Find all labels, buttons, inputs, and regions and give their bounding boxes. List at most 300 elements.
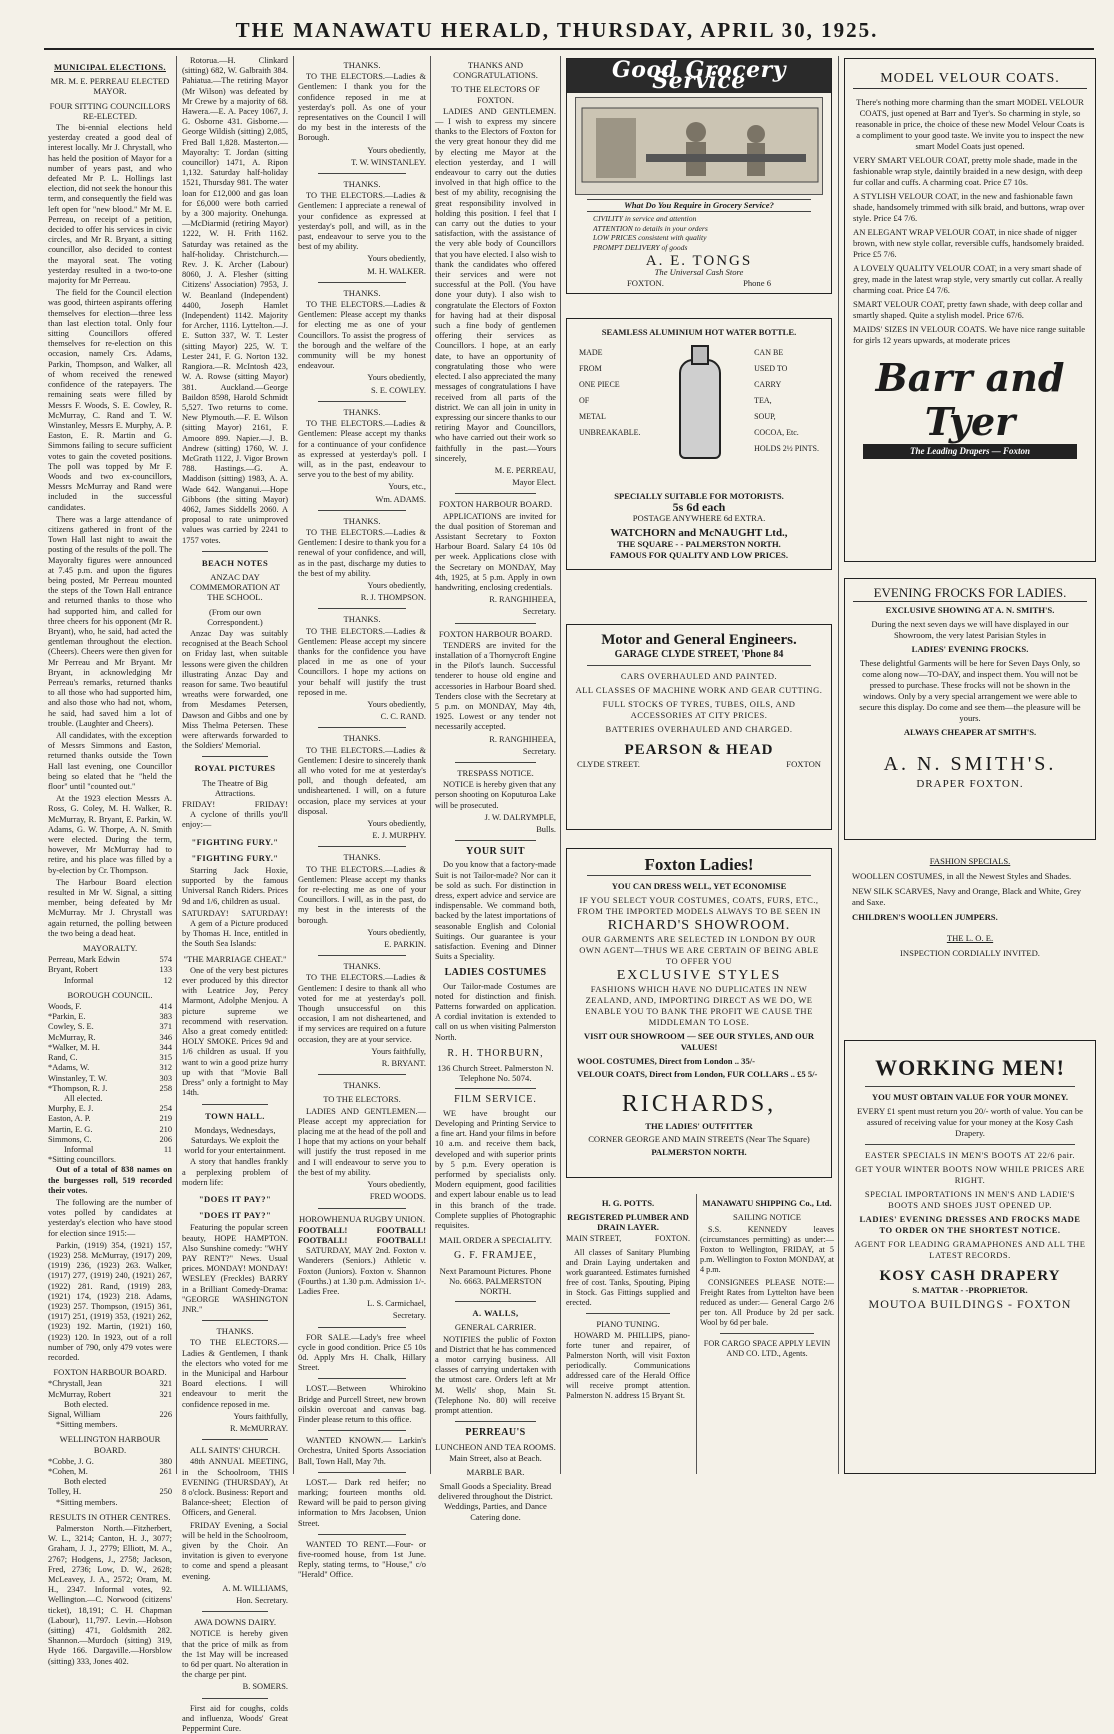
signature: Yours obediently, xyxy=(367,145,426,155)
signature: Yours, etc., xyxy=(388,482,426,492)
signature: Yours faithfully, xyxy=(233,1411,288,1421)
fashion-line: NEW SILK SCARVES, Navy and Orange, Black and White, Grey and Saxe. xyxy=(852,886,1082,907)
paragraph: TO THE ELECTORS.—Ladies & Gentlemen: Please accept my thanks for a continuance of your confidence as expressed at yesterday's poll. I will, as in the past, endeavour to serve you to the best of my ability. xyxy=(298,419,426,480)
paragraph: The Harbour Board election resulted in Mr W. Signal, a sitting member, being defeated by Mr McMurray. Mr J. Chrystall was again returned, the polling between the two being a dead heat. xyxy=(48,877,172,938)
notice-heading: THANKS AND CONGRATULATIONS. xyxy=(453,60,538,81)
paragraph: Small Goods a Speciality. Bread delivered throughout the District. Weddings, Parties, and Dance Catering done. xyxy=(438,1480,553,1522)
paragraph: CONSIGNEES PLEASE NOTE:— Freight Rates from Lyttelton have been reduced as under:— General Cargo 2/6 per ton. All Produce by 2d per sack. Wool by 6d per bale. xyxy=(700,1278,834,1327)
sub-heading: LUNCHEON AND TEA ROOMS. Main Street, also at Beach. xyxy=(435,1442,556,1463)
note: *Sitting members. xyxy=(56,1420,118,1430)
paragraph: Starring Jack Hoxie, supported by the famous Universal Ranch Riders. Prices 9d and 1/6, children as usual. xyxy=(182,866,288,906)
bottle-special: SPECIALLY SUITABLE FOR MOTORISTS. xyxy=(614,491,784,501)
advertiser-name: THE L. O. E. xyxy=(946,933,994,943)
evening-frocks-ad xyxy=(844,578,1096,840)
paragraph: WE have brought our Developing and Printing Service to a fine art. Hand your films in before 10 a.m. and receive them back, developed and with superior prints by 5 p.m. Every operation is performed by specialists only. Modern equipment, good facilities and expert labour enable us to lead in this branch of the trade. Complete supplies of Photographic requisites. xyxy=(435,1108,556,1230)
divider xyxy=(318,1327,406,1328)
masthead-rule xyxy=(44,48,1094,50)
notice-heading: FOXTON HARBOUR BOARD. xyxy=(438,499,553,510)
sub-heading: FOUR SITTING COUNCILLORS RE-ELECTED. xyxy=(49,100,171,121)
paragraph: TO THE ELECTORS.—Ladies & Gentlemen: I thank you for the confidence reposed in me at yesterday's poll. As one of your representatives on the Council I will do my best in the interests of the Borough. xyxy=(298,72,426,143)
signature: R. BRYANT. xyxy=(381,1059,426,1069)
paragraph: A cyclone of thrills you'll enjoy:— xyxy=(182,810,288,830)
divider xyxy=(318,608,406,609)
divider xyxy=(586,1313,670,1314)
ad-heading: YOUR SUIT xyxy=(466,846,525,858)
notice-heading: THANKS. xyxy=(343,852,381,863)
ad-subheading: YOU MUST OBTAIN VALUE FOR YOUR MONEY. xyxy=(871,1092,1069,1102)
paragraph: Parkin, (1919) 354, (1921) 157, (1923) 258. McMurray, (1917) 209, (1919) 236, (1923) 263. Walker, (1917) 277, (1919) 240, (1921) 267, (1922) 281. Rand, (1919) 283, (1921) 174, (1923) 218. Adams, (1923) 257. Thompson, (1915) 361, (1917) 251, (1919) 353, (1921) 262, (1923) 192. Martin, (1921) 160, (1923) 120. In 1923, out of a roll number of 790, only 479 votes were recorded. xyxy=(48,1240,172,1362)
divider xyxy=(318,1074,406,1075)
paragraph: TO THE ELECTORS.—Ladies & Gentlemen: I desire to sincerely thank all who voted for me at yesterday's poll, and though defeated, am undisheartened. I will, on a future occasion, place my services at your disposal. xyxy=(298,745,426,816)
signature: Yours obediently, xyxy=(367,254,426,264)
ad-line: FULL STOCKS OF TYRES, TUBES, OILS, AND ACCESSORIES AT CITY PRICES. xyxy=(602,699,796,720)
film-title: "THE MARRIAGE CHEAT." xyxy=(183,953,287,964)
motor-engineers-ad xyxy=(566,624,832,830)
ad-heading: FILM SERVICE. xyxy=(454,1094,537,1106)
result-row: *Adams, W. 312 xyxy=(48,1063,172,1073)
divider xyxy=(455,1301,536,1302)
paragraph: APPLICATIONS are invited for the dual position of Storeman and Assistant Secretary to Foxton Harbour Board. Salary £4 10s 0d per week. Applications close with the Secretary on MONDAY, May 4th, 1925, at 5 p.m. Apply in own handwriting, enclosing credentials. xyxy=(435,511,556,592)
divider xyxy=(455,623,536,624)
paragraph: There was a large attendance of citizens gathered in front of the Town Hall last night to await the posting of the results of the poll. The Mayoralty figures were announced at 7.45 p.m. and upon the figures being posted, Mr Perreau mounted the steps of the Town Hall entrance and returned thanks to those who had supported him, and called for three cheers for his opponent (Mr R. Bryant), who, he said, had acted the gentleman throughout the election. (Cheers). Cheers were then given for Mr Perreau and Mr Bryant. Mr Bryant, in acknowledging Mr Perreau's remarks, returned thanks to all those who had supported him, and also those who had not, whom, he said, had saved him a lot of trouble. (Laughter and Cheers). xyxy=(48,514,172,728)
ad-line: GET YOUR WINTER BOOTS NOW WHILE PRICES ARE RIGHT. xyxy=(855,1164,1085,1185)
divider xyxy=(202,1611,268,1612)
advertiser-name: R. H. THORBURN, xyxy=(447,1047,544,1059)
signature: Yours obediently, xyxy=(367,819,426,828)
advertiser-name: PEARSON & HEAD xyxy=(624,742,774,758)
paragraph: TO THE ELECTORS.—Ladies & Gentlemen, I thank the electors who voted for me in the Municipal and Harbour Board elections. I will endeavour to merit the confidence reposed in me. xyxy=(182,1338,288,1409)
results-heading: MAYORALTY. xyxy=(82,943,138,954)
sub-heading: SAILING NOTICE xyxy=(732,1212,802,1222)
paragraph: Palmerston North.—Fitzherbert, W. L., 3214; Canton, H. J., 3077; Graham, J. J., 2779; Elliott, M. A., 2767; Hodgens, J., 2758; Jackson, Fred, 2736; Low, D. W., 2628; McLeavey, J. A., 2572; Oram, M. H., 2347. Informal votes, 92. Wellington.—C. Norwood (citizens' ticket), 18,191; C. H. Chapman (Labour), 11,797. Levin.—Hobson (sitting) 471, Goldsmith 282. Shannon.—Murdoch (sitting) 319, Hyde 166. Dargaville.—Horsblow (sitting) 333, Jones 402. xyxy=(48,1524,172,1666)
ad-heading: Foxton Ladies! xyxy=(644,855,754,874)
advertiser-name: A. E. TONGS xyxy=(645,253,753,270)
paragraph: FRIDAY Evening, a Social will be held in the Schoolroom, given by the Choir. An invitation is given to everyone to come and spend a pleasant evening. xyxy=(182,1520,288,1581)
paragraph: These delightful Garments will be here for Seven Days Only, so come along now—TO-DAY, and inspect them. You will not be pressed to purchase. These frocks will not be shown in the windows. Only by a very special arrangement we were able to secure this display. Do come and see them—the pleasure will be yours. xyxy=(859,658,1081,723)
day-row: SATURDAY! SATURDAY! xyxy=(182,908,288,918)
football-row: FOOTBALL! FOOTBALL! xyxy=(298,1225,426,1235)
result-row: Signal, William 226 xyxy=(48,1410,172,1419)
advertiser-sub: DRAPER FOXTON. xyxy=(916,778,1024,790)
paragraph: During the next seven days we will have displayed in our Showroom, the very latest Parisian Styles in xyxy=(871,619,1069,640)
signature: T. W. WINSTANLEY. xyxy=(351,157,426,167)
signature: R. J. THOMPSON. xyxy=(360,593,426,603)
notice-heading: THANKS. xyxy=(343,515,381,526)
day-row: FRIDAY! FRIDAY! xyxy=(182,800,288,810)
ad-line: IF YOU SELECT YOUR COSTUMES, COATS, FURS, ETC., FROM THE IMPORTED MODELS ALWAYS TO BE SEEN IN xyxy=(577,895,821,916)
results-heading: BOROUGH COUNCIL. xyxy=(67,989,153,1000)
coat-item: AN ELEGANT WRAP VELOUR COAT, in nice shade of nigger brown, with new style collar, reversible cuffs, handsomely braided. Price £5 7/6. xyxy=(853,227,1084,259)
divider xyxy=(318,173,406,174)
signature: E. PARKIN. xyxy=(384,940,426,950)
ad-line: AGENT FOR LEADING GRAMAPHONES AND ALL THE LATEST RECORDS. xyxy=(854,1239,1086,1260)
paragraph: Rotorua.—H. Clinkard (sitting) 682, W. Galbraith 384. Pahiatua.—The retiring Mayor (Mr Wilson) was defeated by Mr Crewe by a majority of 68. Hawera.—E. A. Pacey 1067, J. G. Osborne 431. Gisborne.—George Wildish (sitting) 2,085, Fred Ball 1,828. Masterton.—Mayoralty: T. Jordan (sitting councillor) 1471, A. Ripon 1,132. Saturday half-holiday 1521, Thursday 981. The water loan for £12,000 and gas loan for £6,000 were both carried by a 300 majority. Onehunga.—McDiarmid (retiring Mayor) 1222, W. H. Frith 1162. Saturday was retained as the half-holiday. Christchurch.—Rev. J. K. Archer (Labour) 8060, J. A. Flesher (sitting Citizens' Association) 7953, J. W. Beanland (Independent) 4400, Joseph Hamlet (Independent) 1142. Majority for Archer, 1116. Lyttelton.—J. E. Sutton 337, W. T. Lester (sitting Mayor) 225, W. T. Lester 241, F. G. Norton 132. Rangiora.—R. McIntosh 423, W. A. Rowse (sitting Mayor) 381. Auckland.—George Baildon 8598, Harold Schmidt 5,527. Two returns to come. New Plymouth.—F. E. Wilson (sitting Mayor) 2161, F. Amoore 899. Napier.—J. B. Andrew (sitting) 1760, W. J. McGrath 1122, J. Vigor Brown 788. Hastings.—G. A. Maddison (sitting) 1983, A. A. Wade 642. Wanganui.—Hope Gibbons (the sitting Mayor) 4062, James Siddells 2060. A proposal to rate unimproved values was carried by 2241 to 1757 votes. xyxy=(182,56,288,545)
divider xyxy=(455,493,536,494)
signature: FRED WOODS. xyxy=(369,1192,426,1202)
advertiser-address: MAIN STREET, FOXTON. xyxy=(566,1234,690,1243)
signature: Yours obediently, xyxy=(367,1180,426,1190)
note: Both elected xyxy=(64,1477,107,1487)
notice-heading: ALL SAINTS' CHURCH. xyxy=(189,1445,281,1456)
column-rule xyxy=(176,56,177,1474)
advertiser-sub: REGISTERED PLUMBER AND DRAIN LAYER. xyxy=(567,1212,689,1232)
paragraph: The field for the Council election was good, thirteen aspirants offering themselves for election—three less than last election total. Only four sitting Councillors offered themselves for re-election on this occasion, namely Crs. Adams, Parkin, Thompson, and Walker, all of whom received the renewed confidence of the ratepayers. The remaining seats were filled by Messrs F. Woods, S. E. Cowley, R. McMurray, C. Rand and T. W. Winstanley, Messrs E. Murphy, A. P. Easton, E. R. Martin and G. Simmons failing to secure sufficient votes to gain the coveted positions. The poll was topped by Mr F. Woods and two ex-councillors, Messrs McMurray and Rand were included in the successful candidates. xyxy=(48,288,172,512)
film-title: "DOES IT PAY?" xyxy=(198,1193,272,1204)
divider xyxy=(865,1144,1075,1145)
paragraph: Anzac Day was suitably recognised at the Beach School on Friday last, when suitable lessons were given the children illustrating Anzac Day and reason for same. Two beautiful wreaths were forwarded, one from Mesdames Petersen, Dawson and Gibbs and one by Miss Thelma Petersen. These were afterwards forwarded to the Soldiers' Memorial. xyxy=(182,628,288,751)
divider xyxy=(720,1333,814,1334)
signature: Bulls. xyxy=(536,825,556,835)
signature: L. S. Carmichael, xyxy=(367,1299,426,1309)
signature: R. McMURRAY. xyxy=(230,1423,288,1433)
hot-water-bottle-ad xyxy=(566,318,832,570)
note: Both elected. xyxy=(64,1399,109,1409)
column-rule xyxy=(838,56,839,1474)
advertiser-name: A. N. SMITH'S. xyxy=(883,753,1057,775)
sub-heading: MR. M. E. PERREAU ELECTED MAYOR. xyxy=(50,76,170,97)
notice-heading: PIANO TUNING. xyxy=(596,1319,660,1329)
divider xyxy=(455,1088,536,1089)
advertiser-address: 136 Church Street. Palmerston N. Telephone No. 5074. xyxy=(437,1063,554,1084)
paragraph: TO THE ELECTORS.—Ladies & Gentlemen: Please accept my thanks for electing me as one of your Councillors. To assist the progress of the borough and the welfare of the community will be my honest endeavour. xyxy=(298,300,426,371)
divider xyxy=(318,846,406,847)
advertiser-name: RICHARDS, xyxy=(621,1091,777,1117)
ad-line: EASTER SPECIALS IN MEN'S BOOTS AT 22/6 pair. xyxy=(865,1150,1075,1160)
signature: B. SOMERS. xyxy=(242,1682,288,1692)
paragraph: TO THE ELECTORS.—Ladies & Gentlemen: I appreciate a renewal of your confidence as expressed at yesterday's poll, and will, as in the past, endeavour to serve you to the best of my ability. xyxy=(298,191,426,252)
potts-column xyxy=(566,1194,690,1474)
advertiser-town: PALMERSTON NORTH. xyxy=(651,1147,747,1157)
ad-subheading: EXCLUSIVE SHOWING AT A. N. SMITH'S. xyxy=(885,605,1055,615)
signature: S. E. COWLEY. xyxy=(371,385,426,395)
column-2 xyxy=(182,56,288,1734)
bottle-price: 5s 6d each xyxy=(672,500,726,514)
shipping-column xyxy=(700,1194,834,1474)
paragraph: TENDERS are invited for the installation of a Thornycroft Engine in the Pilot's launch. Successful tenderer to house old engine and accessories in Harbour Board shed. Tenders close with the Secretary at 5 p.m. on MONDAY, May 4th, 1925. Lowest or any tender not necessarily accepted. xyxy=(435,640,556,732)
result-row: Woods, F. 414 xyxy=(48,1002,172,1012)
ad-tagline: ALWAYS CHEAPER AT SMITH'S. xyxy=(903,727,1037,737)
grocery-question: What Do You Require in Grocery Service? xyxy=(587,199,811,212)
bottle-postage: POSTAGE ANYWHERE 6d EXTRA. xyxy=(632,513,766,523)
ad-subheading: YOU CAN DRESS WELL, YET ECONOMISE xyxy=(611,881,787,891)
article-heading: ROYAL PICTURES xyxy=(194,763,276,774)
divider xyxy=(455,840,536,841)
notice-heading: TO THE ELECTORS OF FOXTON. xyxy=(451,84,540,105)
result-row: Rand, C. 315 xyxy=(48,1053,172,1063)
result-row: Tolley, H. 250 xyxy=(48,1487,172,1497)
sub-heading: The Theatre of Big Attractions. xyxy=(202,777,268,798)
paragraph: LADIES AND GENTLEMEN.— I wish to express my sincere thanks to the Electors of Foxton for the very great honour they did me by electing me Mayor at the election yesterday, and I will endeavour to carry out the duties involved in that high office to the best of my ability, recognising the great responsibility involved in holding this position. I feel that I can carry out the duties to your satisfaction, with the assistance of the very able body of Councillors that you have elected. I also wish to thank the candidates who offered their services and were not successful at the Poll. (You have done your duty). I also wish to congratulate the Electors of Foxton for having had at their disposal such a fine body of gentlemen offering their services as Councillors. I hope, at an early date, to have an opportunity of congratulating those who were elected. I also appreciated the many messages of congratulations I have received from all parts of the district. We can all join in unity in expressing our sincere thanks to our retiring Mayor and Councillors, who have carried out their work so faithfully in the past.—Yours sincerely, xyxy=(435,106,556,463)
paragraph: TO THE ELECTORS.—Ladies & Gentlemen: I desire to thank you for a renewal of your confidence, and will, as in the past, discharge my duties to the best of my ability. xyxy=(298,527,426,578)
film-title: "FIGHTING FURY." xyxy=(191,852,279,863)
ad-intro: There's nothing more charming than the smart MODEL VELOUR COATS, just opened at Barr and Tyer's. So charming in style, so reasonable in price, the choice of these new Model Velour Coats is a compliment to your good taste. We invite you to inspect the new smart Model Coats just opened. xyxy=(855,97,1085,151)
signature: Wm. ADAMS. xyxy=(375,494,426,504)
barr-tyer-tagline: The Leading Drapers — Foxton xyxy=(863,444,1077,459)
result-row: Winstanley, T. W. 303 xyxy=(48,1073,172,1083)
paragraph: Featuring the popular screen beauty, HOPE HAMPTON. Also Sunshine comedy: "WHY PAY RENT?" News. Usual prices. MONDAY! MONDAY! WESLEY (Freckles) BARRY in a Brilliant Comedy-Drama: "GEORGE WASHINGTON JNR." xyxy=(182,1223,288,1314)
grocery-illustration xyxy=(575,97,823,195)
divider xyxy=(865,1086,1075,1087)
ad-line: LADIES' EVENING DRESSES AND FROCKS MADE TO ORDER ON THE SHORTEST NOTICE. xyxy=(859,1214,1081,1235)
paragraph: All candidates, with the exception of Messrs Simmons and Easton, returned thanks outside the Town Hall last evening, one Councillor being so elated that he "held the floor" until "counted out." xyxy=(48,731,172,792)
paragraph: FOR CARGO SPACE APPLY LEVIN AND CO. LTD., Agents. xyxy=(703,1339,831,1358)
ad-heading: PERREAU'S xyxy=(465,1427,526,1439)
divider xyxy=(318,282,406,283)
divider xyxy=(318,1378,406,1379)
paragraph: Do you know that a factory-made Suit is not Tailor-made? Nor can it be sold as such. For distinction in dress, expert advice and service are indispensable. We command both, backed by the latest importations of seasonable English and Colonial Suitings. Our guarantee is your satisfaction. Evening and Dinner Suits a Speciality. xyxy=(435,860,556,962)
result-row: McMurray, R. 346 xyxy=(48,1032,172,1042)
column-3 xyxy=(298,56,426,1580)
divider xyxy=(202,756,268,757)
advertiser-address: THE SQUARE - - PALMERSTON NORTH. xyxy=(617,539,781,549)
divider xyxy=(202,1439,268,1440)
divider xyxy=(318,1472,406,1473)
football-row: FOOTBALL! FOOTBALL! xyxy=(298,1235,426,1245)
advertiser-name: WATCHORN and McNAUGHT Ltd., xyxy=(610,527,788,539)
paragraph: TO THE ELECTORS.—Ladies & Gentlemen: Please accept my thanks for re-electing me as one of your Councillors. I will, as in the past, do my best in the interests of the borough. xyxy=(298,864,426,925)
results-heading: FOXTON HARBOUR BOARD. xyxy=(53,1367,167,1378)
divider xyxy=(587,665,811,666)
article-heading: TOWN HALL. xyxy=(205,1110,265,1121)
paragraph: SATURDAY, MAY 2nd. Foxton v. Wanderers (Seniors.) Athletic v. Foxton (Juniors). Foxton v. Shannon (Fourths.) at 1.30 p.m. Admission 1/-. Ladies Free. xyxy=(298,1246,426,1296)
velour-coats-ad xyxy=(844,58,1096,562)
notice-heading: THANKS. xyxy=(216,1326,254,1337)
paragraph: HOWARD M. PHILLIPS, piano-forte tuner and repairer, of Palmerston North, will visit Foxton periodically. Communications addressed care of the Herald Office will receive prompt attention. Palmerston N. address 15 Bryant St. xyxy=(566,1331,690,1400)
note: *Sitting councillors. xyxy=(48,1155,116,1165)
exclusive-styles: EXCLUSIVE STYLES xyxy=(616,968,782,983)
signature: Yours obediently, xyxy=(367,699,426,709)
notice-heading: THANKS. xyxy=(343,406,381,417)
ad-line: BATTERIES OVERHAULED AND CHARGED. xyxy=(605,724,793,734)
divider xyxy=(318,1534,406,1535)
advertiser-sub: S. MATTAR - -PROPRIETOR. xyxy=(912,1285,1028,1295)
classified: FOR SALE.—Lady's free wheel cycle in good condition. Price £5 10s 0d. Apply Mrs H. Chalk, Hillary Street. xyxy=(298,1332,426,1373)
sub-heading: (From our own Correspondent.) xyxy=(207,606,263,627)
note: All elected. xyxy=(64,1093,103,1103)
notice-heading: THANKS. xyxy=(343,733,381,744)
ad-heading: MODEL VELOUR COATS. xyxy=(853,73,1087,89)
foxton-ladies-ad xyxy=(566,848,832,1178)
column-1 xyxy=(48,56,172,1666)
column-4 xyxy=(435,56,556,1522)
paragraph: EVERY £1 spent must return you 20/- worth of value. You can be assured of receiving value for your money at the Kosy Cash Drapery. xyxy=(857,1106,1083,1138)
paragraph: NOTIFIES the public of Foxton and District that he has commenced a motor carrying business. All classes of carrying undertaken with the utmost care. Orders left at Mr M. Wells' shop, Main St. (Telephone No. 80) will receive prompt attention. xyxy=(435,1334,556,1415)
result-row: Cowley, S. E. 371 xyxy=(48,1022,172,1032)
result-row: *Walker, M. H. 344 xyxy=(48,1042,172,1052)
paragraph: 48th ANNUAL MEETING, in the Schoolroom, THIS EVENING (THURSDAY), At 8 o'clock. Business: Report and Balance-sheet; Election of Officers, and General. xyxy=(182,1457,288,1518)
advertiser-name: MANAWATU SHIPPING Co., Ltd. xyxy=(702,1198,832,1208)
paragraph: NOTICE is hereby given that any person shooting on Koputuroa Lake will be prosecuted. xyxy=(435,780,556,810)
film-title: "FIGHTING FURY." xyxy=(191,836,279,847)
advertiser-sub: THE LADIES' OUTFITTER xyxy=(645,1121,753,1131)
sub-heading: MAIL ORDER A SPECIALITY. xyxy=(439,1235,552,1246)
divider xyxy=(318,1208,406,1209)
result-row: Informal 12 xyxy=(64,975,172,985)
result-row: *Cohen, M. 261 xyxy=(48,1467,172,1477)
signature: C. C. RAND. xyxy=(380,712,426,722)
ad-subheading: LADIES' EVENING FROCKS. xyxy=(911,644,1029,654)
ad-heading: Motor and General Engineers. xyxy=(601,632,797,648)
ad-heading: EVENING FROCKS FOR LADIES. xyxy=(853,587,1087,602)
ad-line: OUR GARMENTS ARE SELECTED IN LONDON BY OUR OWN AGENT—THUS WE ARE CERTAIN OF BEING ABLE TO OFFER YOU xyxy=(579,934,819,966)
divider xyxy=(318,401,406,402)
advertiser-tagline: FAMOUS FOR QUALITY AND LOW PRICES. xyxy=(610,550,788,560)
fashion-line: CHILDREN'S WOOLLEN JUMPERS. xyxy=(852,912,998,922)
ad-line: VISIT OUR SHOWROOM — SEE OUR STYLES, AND OUR VALUES! xyxy=(583,1031,815,1052)
signature: E. J. MURPHY. xyxy=(372,831,426,841)
notice-heading: HOROWHENUA RUGBY UNION. xyxy=(299,1213,425,1224)
divider xyxy=(202,551,268,552)
notice-heading: TRESPASS NOTICE. xyxy=(457,768,534,778)
column-rule xyxy=(560,56,561,1474)
notice-heading: THANKS. xyxy=(343,60,381,70)
divider xyxy=(202,1320,268,1321)
result-row: *Cobbe, J. G. 380 xyxy=(48,1456,172,1466)
sub-heading: MARBLE BAR. xyxy=(466,1466,525,1477)
paragraph: The following are the number of votes polled by candidates at yesterday's election who have stood for election since 1915:— xyxy=(48,1197,172,1238)
article-heading: BEACH NOTES xyxy=(201,557,269,568)
showroom-name: RICHARD'S SHOWROOM. xyxy=(607,918,791,933)
notice-heading: THANKS. xyxy=(343,961,381,972)
result-row: Informal 11 xyxy=(64,1144,172,1154)
price-line: WOOL COSTUMES, Direct from London .. 35/- xyxy=(577,1056,756,1066)
paragraph: TO THE ELECTORS.—Ladies & Gentlemen: I desire to thank all who voted for me at yesterday's poll. Though unsuccessful on this occasion, I am not disheartened, and if my services are required on a future occasion, they are at your service. xyxy=(298,973,426,1044)
signature: M. E. PERREAU, xyxy=(494,465,556,475)
notice-heading: THANKS. xyxy=(343,179,381,190)
divider xyxy=(318,1430,406,1431)
advertiser-address: CLYDE STREET. FOXTON xyxy=(577,759,821,769)
masthead: THE MANAWATU HERALD, THURSDAY, APRIL 30, 1925. xyxy=(235,18,879,42)
ad-heading: SEAMLESS ALUMINIUM HOT WATER BOTTLE. xyxy=(601,327,797,337)
fashion-specials-section xyxy=(844,852,1096,1012)
paragraph: The bi-ennial elections held yesterday created a good deal of interest locally. Mr J. Chrystall, who has held the position of Mayor for a number of years past, and who defeated Mr P. L. Hollings last election, did not seek the honour this term, and consequently the field was left open for "new blood." Mr M. E. Perreau, on receipt of a petition, decided to offer his services in civic circles, and Mr R. Bryant, a sitting councillor, also decided to contest the mayoral seat. The voting yesterday resulted in a two-to-one majority for Mr Perreau. xyxy=(48,123,172,286)
coat-item: A STYLISH VELOUR COAT, in the new and fashionable fawn shade, handsomely trimmed with silk braid, and buttons, wrap over style. Price £4 7/6. xyxy=(853,191,1085,223)
advertiser-sub: The Universal Cash Store xyxy=(654,267,744,278)
results-heading: RESULTS IN OTHER CENTRES. xyxy=(49,1511,171,1522)
signature: M. H. WALKER. xyxy=(367,266,426,276)
advertiser-name: H. G. POTTS. xyxy=(601,1198,655,1208)
result-row: *Parkin, E. 383 xyxy=(48,1012,172,1022)
paragraph: One of the very best pictures ever produced by this director with Leatrice Joy, Percy Marmont, Adolphe Menjou. A picture supreme we recommend with reservation. Also a great comedy entitled: HOLY SMOKE. Prices 9d and 1/6 children as usual. If you want to win a good prize hurry up with that "Movie Ball Dress" only a fortnight to May 14th. xyxy=(182,965,288,1098)
column-rule xyxy=(430,56,431,1474)
column-rule xyxy=(293,56,294,1474)
signature: R. RANGHIHEEA, xyxy=(489,734,556,744)
paragraph: NOTICE is hereby given that the price of milk as from the 1st May will be increased to 6d per quart. No alteration in the charge per pint. xyxy=(182,1629,288,1680)
paragraph: S.S. KENNEDY leaves (circumstances permitting) as under:— Foxton to Wellington, FRIDAY, at 5 p.m. Wellington to Foxton MONDAY, at 4 p.m. xyxy=(700,1225,834,1274)
divider xyxy=(455,762,536,763)
signature: Yours obediently, xyxy=(367,580,426,590)
ad-subheading: GARAGE CLYDE STREET, 'Phone 84 xyxy=(614,649,784,660)
bottle-features-left: MADE FROM ONE PIECE OF METAL UNBREAKABLE. xyxy=(579,348,641,437)
results-heading: WELLINGTON HARBOUR BOARD. xyxy=(59,1434,161,1455)
advertiser-sub: INSPECTION CORDIALLY INVITED. xyxy=(900,948,1040,958)
result-row: Bryant, Robert 133 xyxy=(48,965,172,975)
divider xyxy=(318,727,406,728)
signature: R. RANGHIHEEA, xyxy=(489,595,556,605)
coat-item: SMART VELOUR COAT, pretty fawn shade, with deep collar and smartly shaped. Quite a stylish model. Price 67/6. xyxy=(853,299,1083,320)
grocery-list: CIVILITY in service and attention ATTENTION to details in your orders LOW PRICES consistent with quality PROMPT DELIVERY of goods xyxy=(593,214,708,252)
paragraph: Out of a total of 838 names on the burgesses roll, 519 recorded their votes. xyxy=(48,1165,172,1195)
paragraph: First aid for coughs, colds and influenza, Woods' Great Peppermint Cure. xyxy=(182,1703,288,1734)
signature: Yours obediently, xyxy=(367,927,426,937)
notice-heading: THANKS. xyxy=(343,614,381,625)
barr-tyer-logo: Barr and Tyer xyxy=(875,355,1065,444)
sub-heading: ANZAC DAY COMMEMORATION AT THE SCHOOL. xyxy=(189,571,280,603)
paragraph: A story that handles frankly a perplexing problem of modern life: xyxy=(182,1157,288,1187)
paragraph: At the 1923 election Messrs A. Ross, G. Coley, M. H. Walker, R. McMurray, R. Bryant, E. Parkin, W. Adams, G. W. Thorpe, A. N. Smith were elected. During the term, however, Mr McMurray had to retire, and his place was filled by a by-election by Cr. Thompson. xyxy=(48,794,172,875)
bottle-features-right: CAN BE USED TO CARRY TEA, SOUP, COCOA, Etc. HOLDS 2½ PINTS. xyxy=(754,348,819,453)
classified: LOST.—Between Whirokino Bridge and Purcell Street, new brown oilskin overcoat and canvas bag. Finder please return to this office. xyxy=(298,1384,426,1424)
paragraph: LADIES AND GENTLEMEN.— Please accept my appreciation for placing me at the head of the poll and I hope that my actions on your behalf will justify the trust reposed in me and I will endeavour to serve you to the best of my ability. xyxy=(298,1106,426,1177)
result-row: Perreau, Mark Edwin 574 xyxy=(48,955,172,965)
ad-line: FASHIONS WHICH HAVE NO DUPLICATES IN NEW ZEALAND, AND, IMPORTING DIRECT AS WE DO, WE ENABLE YOU TO BANK THE PROFIT WE CAUSE THE MIDDLEMAN TO LOSE. xyxy=(585,984,813,1027)
signature: Yours obediently, xyxy=(367,373,426,383)
grocery-banner: Good Grocery Service xyxy=(567,59,831,93)
coat-item: MAIDS' SIZES IN VELOUR COATS. We have nice range suitable for girls 12 years upwards, at moderate prices xyxy=(853,324,1086,345)
coat-item: A LOVELY QUALITY VELOUR COAT, in a very smart shade of grey, made in the latest wrap style, very smartly cut collar. A really charming coat. Price £4 7/6. xyxy=(853,263,1083,295)
signature: Yours faithfully, xyxy=(371,1046,426,1056)
classified: LOST.— Dark red heifer; no marking; fourteen months old. Reward will be paid to person giving information to Mrs Jacobsen, Union Street. xyxy=(298,1477,426,1528)
paragraph: Our Tailor-made Costumes are noted for distinction and finish. Patterns forwarded on application. A cordial invitation is extended to call on us when visiting Palmerston North. xyxy=(435,981,556,1042)
film-title: "DOES IT PAY?" xyxy=(198,1210,272,1221)
classified: WANTED KNOWN.— Larkin's Orchestra, United Sports Association Ball, Town Hall, May 7th. xyxy=(298,1436,426,1466)
divider xyxy=(455,1421,536,1422)
divider xyxy=(318,510,406,511)
ad-line: CARS OVERHAULED AND PAINTED. xyxy=(620,671,778,681)
working-men-ad xyxy=(844,1040,1096,1474)
notice-heading: AWA DOWNS DAIRY. xyxy=(194,1617,276,1628)
coat-item: VERY SMART VELOUR COAT, pretty mole shade, made in the fashionable wrap style, daintily braided in a new design, with deep fur collar and cuffs. A charming coat. Price £7 10s. xyxy=(853,155,1083,187)
sub-heading: Mondays, Wednesdays, Saturdays. We exploit the world for your entertainment. xyxy=(184,1124,286,1156)
ad-line: SPECIAL IMPORTATIONS IN MEN'S AND LADIE'S BOOTS AND SHOES JUST OPENED UP. xyxy=(864,1189,1076,1210)
signature: Secretary. xyxy=(522,607,556,617)
signature: Secretary. xyxy=(392,1311,426,1321)
paragraph: A gem of a Picture produced by Thomas H. Ince, entitled in the South Sea Islands: xyxy=(182,919,288,949)
note: *Sitting members. xyxy=(56,1497,118,1507)
result-row: Martin, E. G. 210 xyxy=(48,1124,172,1134)
ad-heading: A. WALLS, xyxy=(472,1308,519,1319)
paragraph: TO THE ELECTORS.—Ladies & Gentlemen: Please accept my sincere thanks for the confidence you have placed in me as one of your Councillors. I hope my actions on your behalf will justify the trust reposed in me. xyxy=(298,626,426,697)
ad-heading: WORKING MEN! xyxy=(875,1055,1065,1080)
price-line: VELOUR COATS, Direct from London, FUR COLLARS .. £5 5/- xyxy=(577,1069,818,1079)
paragraph: All classes of Sanitary Plumbing and Drain Laying undertaken and work guaranteed. Estimates furnished free of cost. Tanks, Spouting, Piping in Stock. Gas Fittings supplied and erected. xyxy=(566,1248,690,1307)
result-row: Simmons, C. 206 xyxy=(48,1134,172,1144)
column-rule xyxy=(696,1194,697,1474)
grocer-shop-illustration xyxy=(576,98,824,192)
fashion-line: WOOLLEN COSTUMES, in all the Newest Styles and Shades. xyxy=(852,871,1072,881)
result-row: *Chrystall, Jean 321 xyxy=(48,1379,172,1389)
divider xyxy=(202,1104,268,1105)
ad-heading: FASHION SPECIALS. xyxy=(929,856,1011,866)
advertiser-address: CORNER GEORGE AND MAIN STREETS (Near The Square) xyxy=(588,1134,810,1144)
ad-heading: LADIES COSTUMES xyxy=(444,967,547,979)
classified: WANTED TO RENT.—Four- or five-roomed house, from 1st June. Reply, stating terms, to "House," c/o "Herald" Office. xyxy=(298,1539,426,1580)
notice-heading: FOXTON HARBOUR BOARD. xyxy=(438,628,553,639)
signature: Secretary. xyxy=(522,746,556,756)
result-row: Easton, A. P. 219 xyxy=(48,1114,172,1124)
bottle-icon xyxy=(679,359,721,459)
signature: A. M. WILLIAMS, xyxy=(222,1583,288,1593)
result-row: *Thompson, R. J. 258 xyxy=(48,1083,172,1093)
notice-heading: THANKS. xyxy=(343,287,381,298)
sub-heading: GENERAL CARRIER. xyxy=(454,1322,537,1333)
notice-heading: TO THE ELECTORS. xyxy=(323,1094,401,1105)
advertiser-address: FOXTON. Phone 6 xyxy=(627,278,771,289)
advertiser-name: G. F. FRAMJEE, xyxy=(454,1250,537,1262)
grocery-ad xyxy=(566,58,832,294)
advertiser-address: Next Paramount Pictures. Phone No. 6663. PALMERSTON NORTH. xyxy=(439,1265,552,1296)
signature: J. W. DALRYMPLE, xyxy=(484,812,556,822)
